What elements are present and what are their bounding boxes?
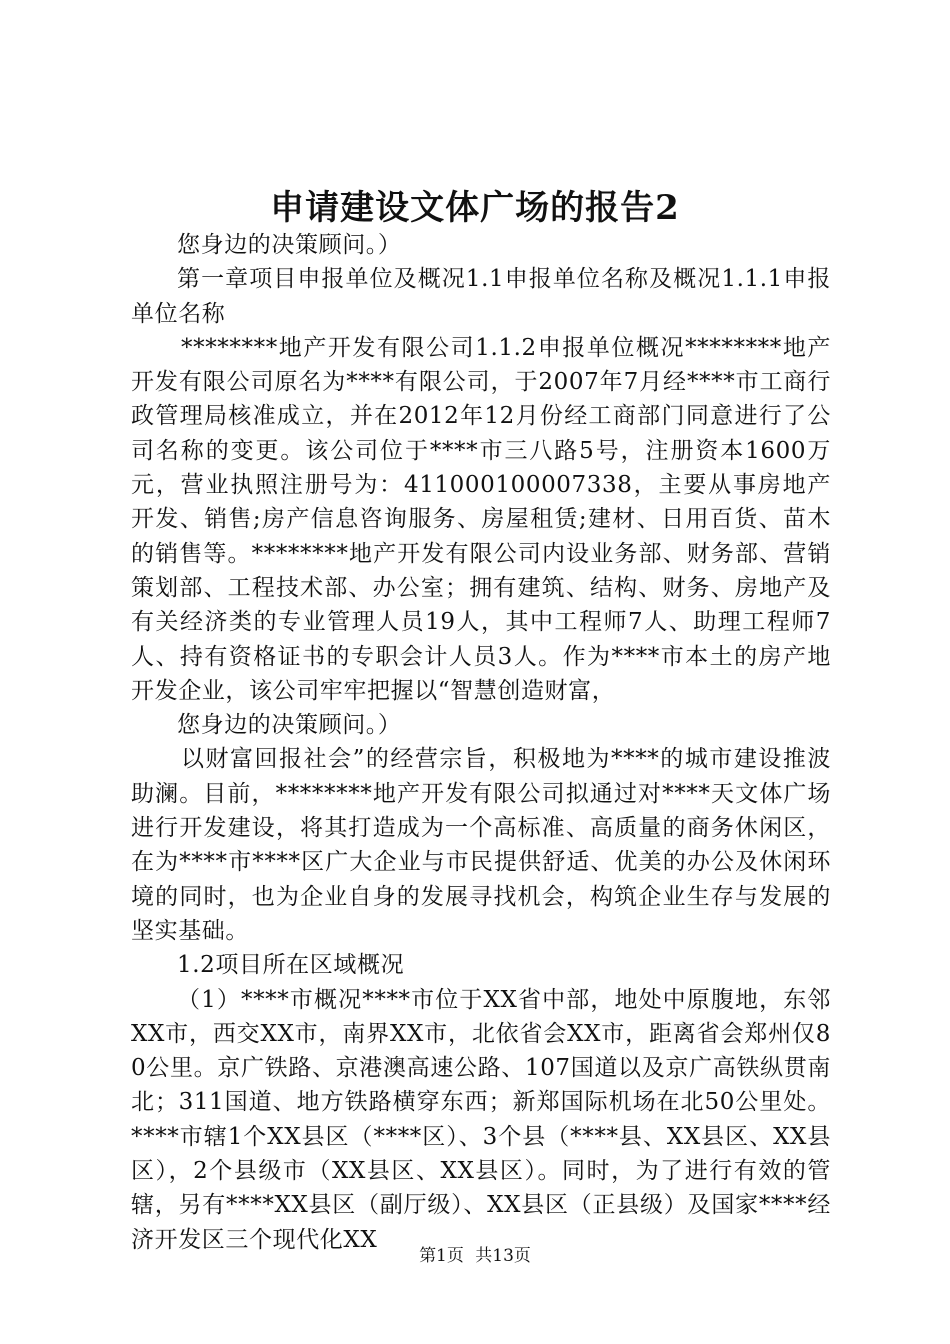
page-total: 共13页 [475,1246,531,1266]
paragraph: 以财富回报社会”的经营宗旨，积极地为****的城市建设推波助澜。目前，********地产开发有限公司拟通过对****天文体广场进行开发建设，将其打造成为一个高标准、高质量的商务休闲区，在为****市****区广大企业与市民提供舒适、优美的办公及休闲环境的同时，也为企业自身的发展寻找机会，构筑企业生存与发展的坚实基础。 [131,746,831,944]
page-footer [0,1244,950,1268]
document-title: 申请建设文体广场的报告2 [270,188,680,228]
section-heading: 1.2项目所在区域概况 [177,952,405,979]
page-number: 第1页 [419,1246,464,1266]
paragraph: 您身边的决策顾问。） [177,232,402,258]
paragraph: ********地产开发有限公司1.1.2申报单位概况********地产开发有限公司原名为****有限公司，于2007年7月经****市工商行政管理局核准成立，并在2012年12月份经工商部门同意进行了公司名称的变更。该公司位于****市三八路5号，注册资本1600万元，营业执照注册号为：411000100007338，主要从事房地产开发、销售;房产信息咨询服务、房屋租赁;建材、日用百货、苗木的销售等。********地产开发有限公司内设业务部、财务部、营销策划部、工程技术部、办公室；拥有建筑、结构、财务、房地产及有关经济类的专业管理人员19人，其中工程师7人、助理工程师7人、持有资格证书的专职会计人员3人。作为****市本土的房产地开发企业，该公司牢牢把握以“智慧创造财富， [131,334,831,704]
paragraph: 您身边的决策顾问。） [177,712,402,739]
paragraph: 第一章项目申报单位及概况1.1申报单位名称及概况1.1.1申报单位名称 [131,266,831,327]
document-body [131,228,831,1257]
paragraph: （1）****市概况****市位于XX省中部，地处中原腹地，东邻XX市，西交XX市，南界XX市，北依省会XX市，距离省会郑州仅80公里。京广铁路、京港澳高速公路、107国道以及京广高铁纵贯南北；311国道、地方铁路横穿东西；新郑国际机场在北50公里处。****市辖1个XX县区（****区）、3个县（****县、XX县区、XX县区），2个县级市（XX县区、XX县区）。同时，为了进行有效的管辖，另有****XX县区（副厅级）、XX县区（正县级）及国家****经济开发区三个现代化XX [131,986,831,1253]
